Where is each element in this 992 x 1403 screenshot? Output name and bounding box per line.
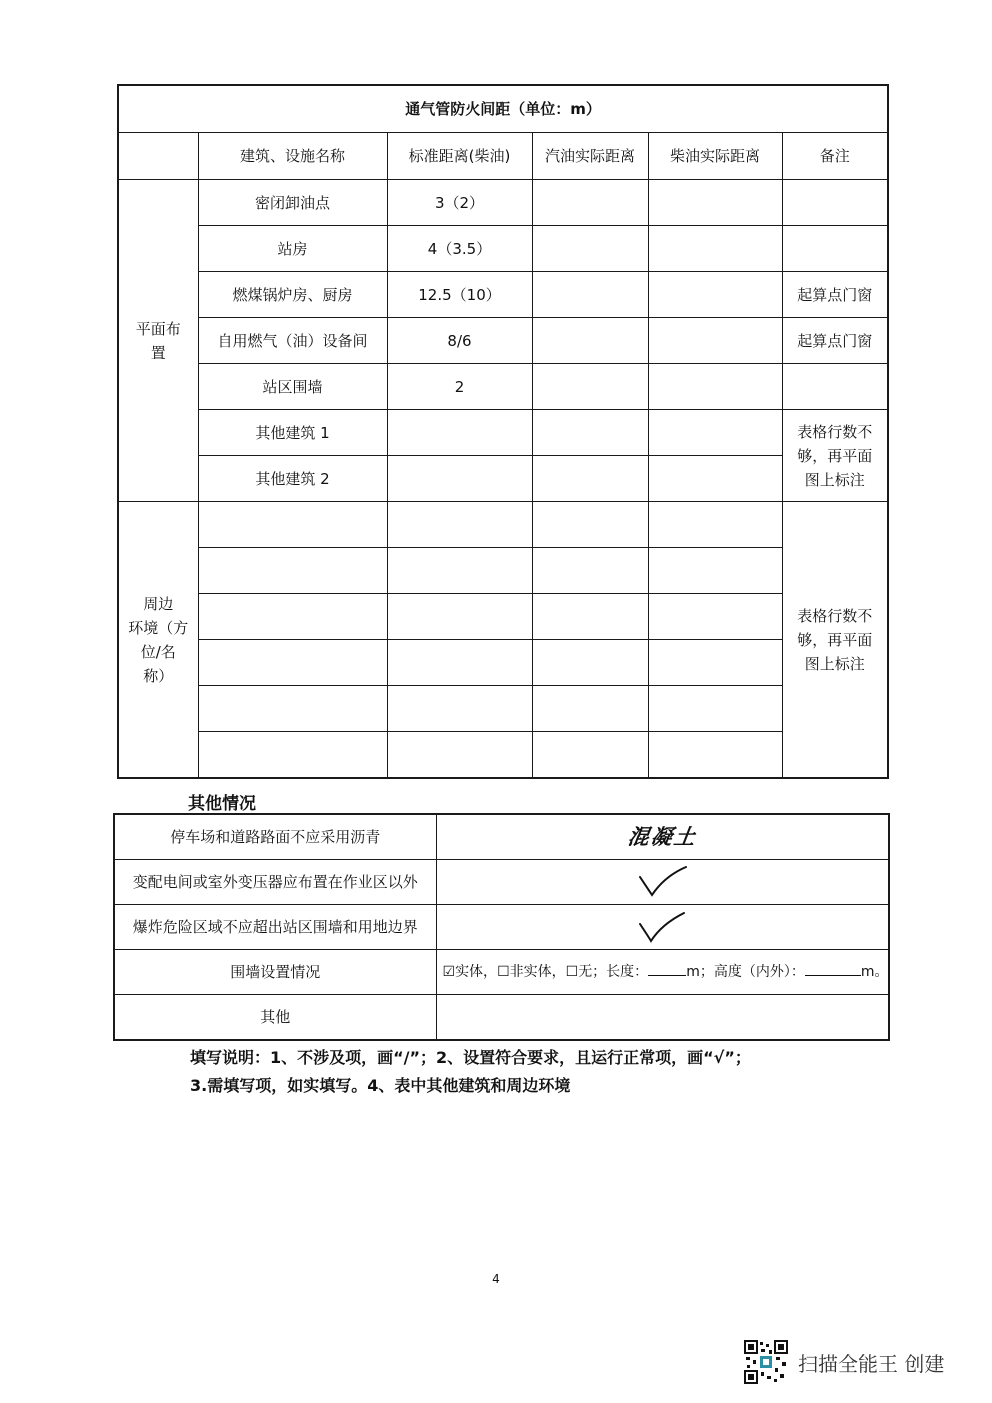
watermark-text: 扫描全能王 创建 — [798, 1351, 945, 1376]
layout-standard: 3（2） — [387, 180, 532, 226]
surroundings-cell[interactable] — [198, 502, 387, 548]
surroundings-cell[interactable] — [387, 594, 532, 640]
layout-note: 起算点门窗 — [782, 272, 888, 318]
condition-value-check[interactable] — [436, 905, 889, 950]
layout-diesel[interactable] — [648, 456, 782, 502]
surroundings-note: 表格行数不 够，再平面 图上标注 — [782, 502, 888, 779]
qr-code-icon — [744, 1340, 788, 1384]
layout-standard — [387, 410, 532, 456]
instructions-line1: 填写说明：1、不涉及项，画“/”；2、设置符合要求，且运行正常项，画“√”； — [190, 1048, 751, 1067]
surroundings-cell[interactable] — [198, 686, 387, 732]
fence-unit1: m；高度（内外）： — [686, 963, 805, 980]
handwritten-text: 混凝土 — [626, 824, 699, 850]
section-layout-label: 平面布 置 — [118, 180, 198, 502]
layout-gasoline[interactable] — [532, 272, 648, 318]
layout-diesel[interactable] — [648, 410, 782, 456]
layout-standard: 12.5（10） — [387, 272, 532, 318]
condition-value-handwritten[interactable] — [436, 814, 889, 860]
layout-note — [782, 180, 888, 226]
surroundings-cell[interactable] — [648, 732, 782, 779]
surroundings-cell[interactable] — [387, 732, 532, 779]
layout-name: 其他建筑 2 — [198, 456, 387, 502]
checkbox-icon[interactable]: ☐ — [497, 963, 510, 980]
layout-note — [782, 226, 888, 272]
layout-note — [782, 364, 888, 410]
layout-note: 起算点门窗 — [782, 318, 888, 364]
surroundings-cell[interactable] — [648, 640, 782, 686]
surroundings-cell[interactable] — [648, 686, 782, 732]
layout-name: 站房 — [198, 226, 387, 272]
condition-label: 其他 — [114, 995, 436, 1041]
surroundings-cell[interactable] — [387, 686, 532, 732]
layout-diesel[interactable] — [648, 272, 782, 318]
fire-distance-table — [117, 84, 889, 779]
checkbox-checked-icon[interactable]: ☑ — [442, 963, 456, 980]
layout-diesel[interactable] — [648, 318, 782, 364]
layout-diesel[interactable] — [648, 180, 782, 226]
fence-none-label: 无；长度： — [578, 963, 649, 980]
layout-standard: 2 — [387, 364, 532, 410]
surroundings-cell[interactable] — [387, 640, 532, 686]
layout-gasoline[interactable] — [532, 318, 648, 364]
layout-gasoline[interactable] — [532, 226, 648, 272]
header-name: 建筑、设施名称 — [198, 133, 387, 180]
check-mark-icon — [632, 910, 692, 944]
layout-standard — [387, 456, 532, 502]
fence-nonsolid-label: 非实体， — [509, 963, 566, 980]
surroundings-cell[interactable] — [648, 594, 782, 640]
surroundings-cell[interactable] — [532, 732, 648, 779]
fence-options[interactable] — [436, 950, 889, 995]
header-gasoline: 汽油实际距离 — [532, 133, 648, 180]
surroundings-cell[interactable] — [532, 502, 648, 548]
surroundings-cell[interactable] — [532, 686, 648, 732]
section-surroundings-label: 周边 环境（方 位/名 称） — [118, 502, 198, 779]
surroundings-cell[interactable] — [198, 640, 387, 686]
scanner-watermark — [744, 1340, 944, 1384]
layout-gasoline[interactable] — [532, 456, 648, 502]
length-blank[interactable] — [648, 963, 686, 976]
surroundings-cell[interactable] — [532, 640, 648, 686]
layout-name: 其他建筑 1 — [198, 410, 387, 456]
layout-name: 密闭卸油点 — [198, 180, 387, 226]
header-standard: 标准距离(柴油) — [387, 133, 532, 180]
layout-merged-note: 表格行数不 够，再平面 图上标注 — [782, 410, 888, 502]
layout-name: 站区围墙 — [198, 364, 387, 410]
layout-gasoline[interactable] — [532, 410, 648, 456]
fence-unit2: m。 — [860, 963, 889, 980]
checkbox-icon[interactable]: ☐ — [565, 963, 579, 980]
header-diesel: 柴油实际距离 — [648, 133, 782, 180]
fence-solid-label: 实体， — [455, 963, 498, 980]
fill-instructions — [190, 1044, 751, 1100]
table-title: 通气管防火间距（单位：m） — [118, 85, 888, 133]
layout-standard: 4（3.5） — [387, 226, 532, 272]
check-mark-icon — [632, 865, 692, 899]
other-conditions-table — [113, 813, 890, 1041]
other-section-heading: 其他情况 — [188, 794, 256, 814]
surroundings-cell[interactable] — [198, 548, 387, 594]
layout-gasoline[interactable] — [532, 180, 648, 226]
surroundings-cell[interactable] — [387, 502, 532, 548]
surroundings-cell[interactable] — [387, 548, 532, 594]
condition-value-check[interactable] — [436, 860, 889, 905]
condition-label: 围墙设置情况 — [114, 950, 436, 995]
layout-standard: 8/6 — [387, 318, 532, 364]
condition-label: 变配电间或室外变压器应布置在作业区以外 — [114, 860, 436, 905]
layout-diesel[interactable] — [648, 364, 782, 410]
header-note: 备注 — [782, 133, 888, 180]
header-blank — [118, 133, 198, 180]
height-blank[interactable] — [805, 963, 861, 976]
surroundings-cell[interactable] — [532, 548, 648, 594]
instructions-line2: 3.需填写项，如实填写。4、表中其他建筑和周边环境 — [190, 1076, 571, 1095]
condition-label: 爆炸危险区域不应超出站区围墙和用地边界 — [114, 905, 436, 950]
layout-gasoline[interactable] — [532, 364, 648, 410]
surroundings-cell[interactable] — [648, 502, 782, 548]
layout-diesel[interactable] — [648, 226, 782, 272]
layout-name: 燃煤锅炉房、厨房 — [198, 272, 387, 318]
layout-name: 自用燃气（油）设备间 — [198, 318, 387, 364]
surroundings-cell[interactable] — [532, 594, 648, 640]
condition-value[interactable] — [436, 995, 889, 1041]
surroundings-cell[interactable] — [198, 732, 387, 779]
condition-label: 停车场和道路路面不应采用沥青 — [114, 814, 436, 860]
surroundings-cell[interactable] — [198, 594, 387, 640]
page-number: 4 — [492, 1272, 500, 1286]
surroundings-cell[interactable] — [648, 548, 782, 594]
